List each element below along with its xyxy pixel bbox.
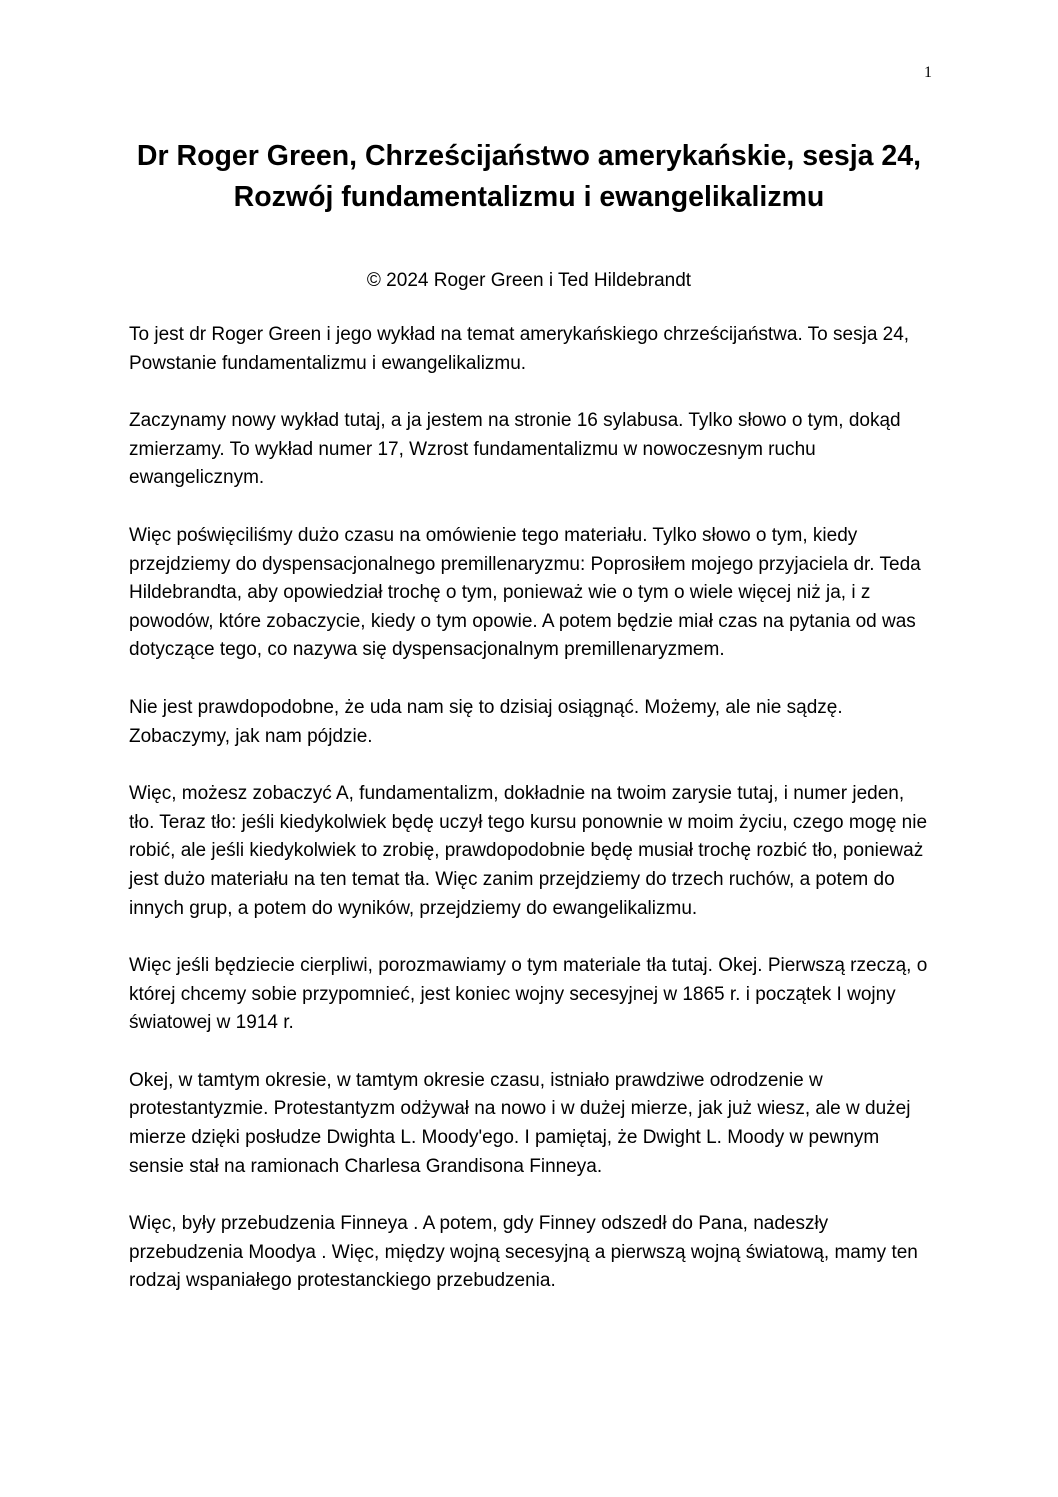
paragraph-3: Więc poświęciliśmy dużo czasu na omówienie tego materiału. Tylko słowo o tym, kiedy przejdziemy do dyspensacjonalnego premillenaryzmu: Poprosiłem mojego przyjaciela dr. Teda Hildebrandta, aby opowiedział trochę o tym, ponieważ wie o tym o wiele więcej niż ja, i z powodów, które zobaczycie, kiedy o tym opowie. A potem będzie miał czas na pytania od was dotyczące tego, co nazywa się dyspensacjonalnym premillenaryzmem. (129, 524, 921, 661)
paragraph-2: Zaczynamy nowy wykład tutaj, a ja jestem na stronie 16 sylabusa. Tylko słowo o tym, dokąd zmierzamy. To wykład numer 17, Wzrost fundamentalizmu w nowoczesnym ruchu ewangelicznym. (129, 410, 901, 489)
paragraph-6: Więc jeśli będziecie cierpliwi, porozmawiamy o tym materiale tła tutaj. Okej. Pierwszą rzeczą, o której chcemy sobie przypomnieć, jest koniec wojny secesyjnej w 1865 r. i początek I wojny światowej w 1914 r. (129, 955, 928, 1034)
paragraph-8: Więc, były przebudzenia Finneya . A potem, gdy Finney odszedł do Pana, nadeszły przebudzenia Moodya . Więc, między wojną secesyjną a pierwszą wojną światową, mamy ten rodzaj wspaniałego protestanckiego przebudzenia. (129, 1213, 918, 1292)
paragraph-1: To jest dr Roger Green i jego wykład na temat amerykańskiego chrześcijaństwa. To sesja 24, Powstanie fundamentalizmu i ewangelikalizmu. (129, 324, 910, 374)
copyright-line: © 2024 Roger Green i Ted Hildebrandt (366, 270, 692, 291)
document-body (129, 321, 929, 1325)
page-number: 1 (924, 64, 932, 81)
paragraph-7: Okej, w tamtym okresie, w tamtym okresie czasu, istniało prawdziwe odrodzenie w protestantyzmie. Protestantyzm odżywał na nowo i w dużej mierze, jak już wiesz, ale w dużej mierze dzięki posłudze Dwighta L. Moody'ego. I pamiętaj, że Dwight L. Moody w pewnym sensie stał na ramionach Charlesa Grandisona Finneya. (129, 1069, 911, 1177)
document-title: Dr Roger Green, Chrześcijaństwo amerykańskie, sesja 24, Rozwój fundamentalizmu i ewangelikalizmu (136, 140, 922, 213)
paragraph-5: Więc, możesz zobaczyć A, fundamentalizm, dokładnie na twoim zarysie tutaj, i numer jeden, tło. Teraz tło: jeśli kiedykolwiek będę uczył tego kursu ponownie w moim życiu, czego mogę nie robić, ale jeśli kiedykolwiek to zrobię, prawdopodobnie będę musiał trochę rozbić tło, ponieważ jest dużo materiału na ten temat tła. Więc zanim przejdziemy do trzech ruchów, a potem do innych grup, a potem do wyników, przejdziemy do ewangelikalizmu. (129, 783, 928, 919)
paragraph-4: Nie jest prawdopodobne, że uda nam się to dzisiaj osiągnąć. Możemy, ale nie sądzę. Zobaczymy, jak nam pójdzie. (129, 696, 843, 747)
